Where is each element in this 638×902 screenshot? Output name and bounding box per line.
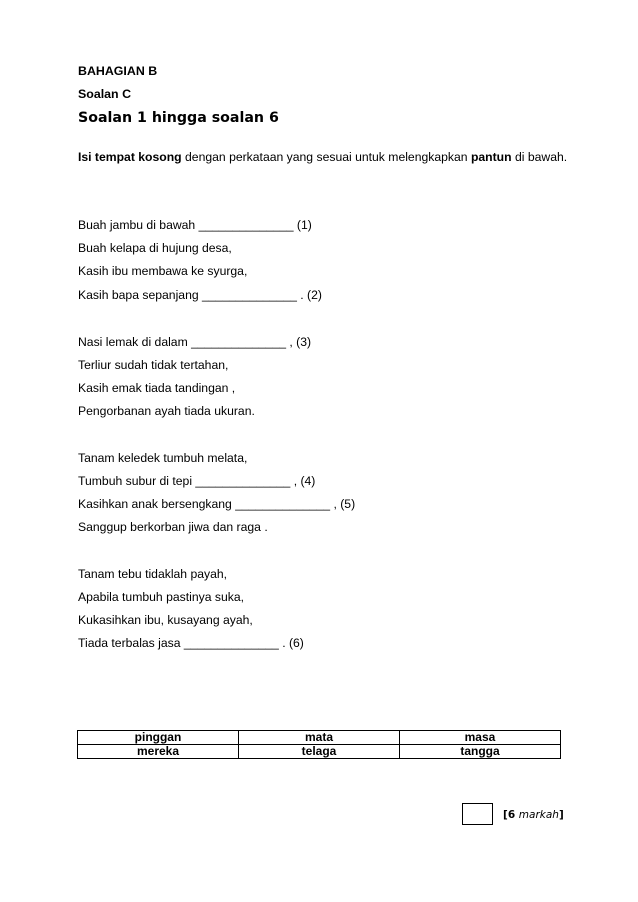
word-bank-row [78,745,561,759]
instruction-text [78,150,567,164]
marks-bracket-close: ] [558,809,564,821]
pantun-line: Sanggup berkorban jiwa dan raga . [78,520,268,534]
instruction-tail: di bawah. [511,150,568,164]
pantun-line: Buah kelapa di hujung desa, [78,241,232,255]
question-range-heading: Soalan 1 hingga soalan 6 [78,110,279,126]
word-bank-cell: mata [239,731,400,745]
marks-number: 6 [507,809,516,821]
pantun-line: Tumbuh subur di tepi ______________ , (4) [78,474,316,488]
pantun-line: Terliur sudah tidak tertahan, [78,358,229,372]
section-heading: BAHAGIAN B [78,64,158,78]
instruction-emphasis: Isi tempat kosong [78,150,182,164]
word-bank-cell: masa [400,731,561,745]
subsection-heading: Soalan C [78,87,132,101]
word-bank-row [78,731,561,745]
marks-bracket-open: [ [503,809,508,821]
word-bank-table [77,730,561,759]
pantun-line: Kasih ibu membawa ke syurga, [78,264,248,278]
pantun-line: Tanam tebu tidaklah payah, [78,567,228,581]
word-bank-cell: pinggan [78,731,239,745]
word-bank-cell: mereka [78,745,239,759]
pantun-line: Apabila tumbuh pastinya suka, [78,590,244,604]
pantun-line: Tiada terbalas jasa ______________ . (6) [78,636,304,650]
pantun-line: Kasih bapa sepanjang ______________ . (2) [78,288,322,302]
pantun-line: Tanam keledek tumbuh melata, [78,451,248,465]
pantun-line: Buah jambu di bawah ______________ (1) [78,218,312,232]
instruction-body: dengan perkataan yang sesuai untuk melengkapkan [181,150,471,164]
pantun-line: Kasih emak tiada tandingan , [78,381,236,395]
score-box[interactable] [462,803,493,825]
pantun-line: Pengorbanan ayah tiada ukuran. [78,404,255,418]
word-bank-cell: telaga [239,745,400,759]
pantun-line: Nasi lemak di dalam ______________ , (3) [78,335,312,349]
instruction-keyword: pantun [470,150,512,164]
marks-unit: markah [518,809,559,821]
marks-label [503,809,564,821]
pantun-line: Kasihkan anak bersengkang ______________ , (5) [78,497,356,511]
pantun-line: Kukasihkan ibu, kusayang ayah, [78,613,253,627]
word-bank-cell: tangga [400,745,561,759]
